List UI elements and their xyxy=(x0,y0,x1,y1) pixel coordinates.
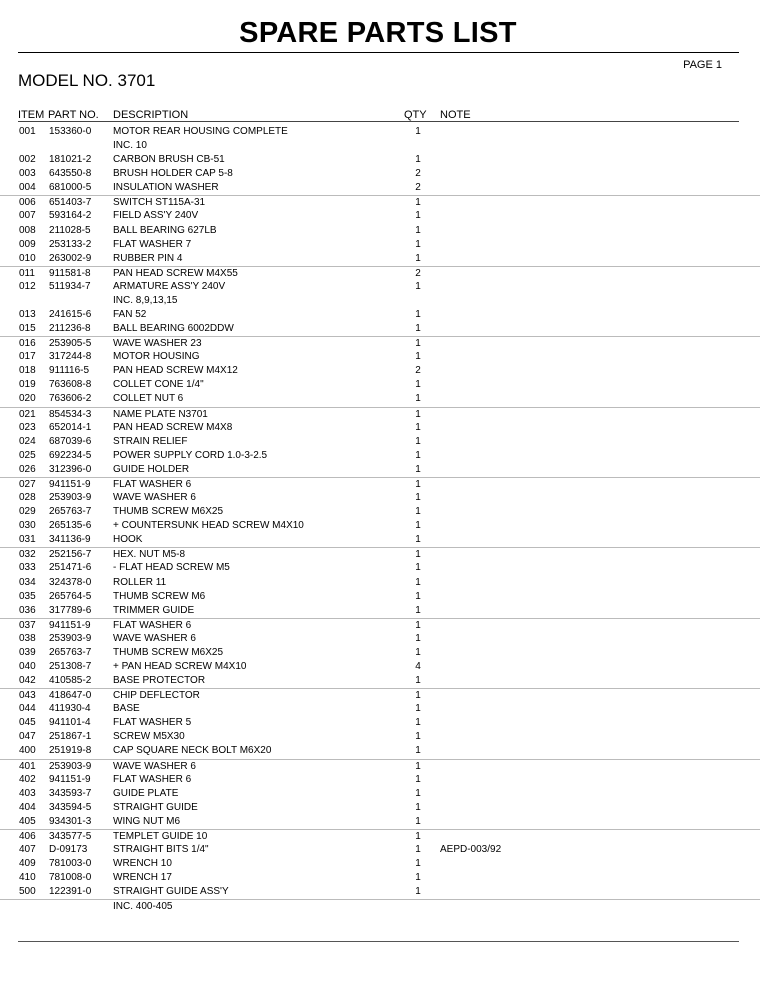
description: WAVE WASHER 23 xyxy=(113,338,202,350)
part-number: 211236-8 xyxy=(49,323,91,335)
column-header-note: NOTE xyxy=(440,109,471,121)
part-number: 324378-0 xyxy=(49,576,92,588)
part-number: 941101-4 xyxy=(49,717,91,729)
quantity: 1 xyxy=(415,886,421,898)
item-number: 008 xyxy=(19,224,36,236)
description: WRENCH 17 xyxy=(113,872,172,884)
description: FLAT WASHER 6 xyxy=(113,619,192,631)
table-row xyxy=(0,632,760,646)
item-number: 040 xyxy=(19,660,36,672)
description: TRIMMER GUIDE xyxy=(113,604,195,616)
quantity: 1 xyxy=(415,690,421,702)
table-row xyxy=(0,674,760,688)
part-number: 418647-0 xyxy=(49,690,92,702)
description: FIELD ASS'Y 240V xyxy=(113,210,199,222)
table-row xyxy=(0,646,760,660)
part-number: D-09173 xyxy=(49,843,88,855)
item-number: 013 xyxy=(19,309,36,321)
description: WRENCH 10 xyxy=(113,858,172,870)
table-row xyxy=(0,463,760,477)
part-number: 911581-8 xyxy=(49,267,91,279)
quantity: 1 xyxy=(415,478,421,490)
description: FAN 52 xyxy=(113,309,147,321)
description: WAVE WASHER 6 xyxy=(113,760,196,772)
part-number: 251308-7 xyxy=(49,660,92,672)
description: INC. 400-405 xyxy=(113,901,173,913)
table-row xyxy=(0,181,760,195)
item-number: 406 xyxy=(19,830,36,842)
part-number: 265764-5 xyxy=(49,590,92,602)
item-number: 012 xyxy=(19,280,36,292)
quantity: 1 xyxy=(415,126,421,137)
quantity: 2 xyxy=(415,182,421,194)
part-number: 854534-3 xyxy=(49,408,92,420)
quantity: 1 xyxy=(415,576,421,588)
item-number: 007 xyxy=(19,210,36,222)
item-number: 042 xyxy=(19,675,36,687)
part-number: 643550-8 xyxy=(49,168,92,180)
description: CHIP DEFLECTOR xyxy=(113,690,200,702)
description: TEMPLET GUIDE 10 xyxy=(113,830,208,842)
table-row xyxy=(0,125,760,139)
table-row xyxy=(0,491,760,505)
part-number: 343594-5 xyxy=(49,801,92,813)
column-header-qty: QTY xyxy=(404,109,427,121)
part-number: 265135-6 xyxy=(49,520,92,532)
part-number: 652014-1 xyxy=(49,421,92,433)
item-number: 002 xyxy=(19,154,36,166)
quantity: 1 xyxy=(415,408,421,420)
description: THUMB SCREW M6 xyxy=(113,590,206,602)
item-number: 009 xyxy=(19,238,36,250)
description: STRAIGHT BITS 1/4" xyxy=(113,843,209,855)
part-number: 251867-1 xyxy=(49,731,92,743)
quantity: 1 xyxy=(415,717,421,729)
table-row xyxy=(0,238,760,252)
item-number: 036 xyxy=(19,604,36,616)
table-row xyxy=(0,195,760,209)
part-number: 317244-8 xyxy=(49,351,92,363)
description: SWITCH ST115A-31 xyxy=(113,197,206,209)
table-row xyxy=(0,139,760,153)
table-row xyxy=(0,759,760,773)
table-row xyxy=(0,266,760,280)
description: POWER SUPPLY CORD 1.0-3-2.5 xyxy=(113,449,268,461)
description: + PAN HEAD SCREW M4X10 xyxy=(113,660,247,672)
table-row xyxy=(0,561,760,575)
description: FLAT WASHER 7 xyxy=(113,238,192,250)
item-number: 010 xyxy=(19,252,36,264)
quantity: 2 xyxy=(415,168,421,180)
description: STRAIGHT GUIDE xyxy=(113,801,198,813)
item-number: 037 xyxy=(19,619,36,631)
quantity: 1 xyxy=(415,843,421,855)
quantity: 1 xyxy=(415,675,421,687)
quantity: 1 xyxy=(415,309,421,321)
quantity: 1 xyxy=(415,154,421,166)
part-number: 252156-7 xyxy=(49,549,92,561)
item-number: 044 xyxy=(19,703,36,715)
description: HEX. NUT M5-8 xyxy=(113,549,186,561)
table-row xyxy=(0,590,760,604)
part-number: 763608-8 xyxy=(49,379,92,391)
description: FLAT WASHER 5 xyxy=(113,717,192,729)
table-row xyxy=(0,435,760,449)
table-row xyxy=(0,280,760,294)
item-number: 400 xyxy=(19,745,36,757)
part-number: 211028-5 xyxy=(49,224,91,236)
table-row xyxy=(0,744,760,758)
description: BALL BEARING 627LB xyxy=(113,224,217,236)
model-number: MODEL NO. 3701 xyxy=(18,71,156,90)
quantity: 1 xyxy=(415,632,421,644)
column-header-part-no: PART NO. xyxy=(48,109,99,121)
description: FLAT WASHER 6 xyxy=(113,773,192,785)
description: CARBON BRUSH CB-51 xyxy=(113,154,225,166)
description: WAVE WASHER 6 xyxy=(113,492,196,504)
quantity: 1 xyxy=(415,731,421,743)
table-row xyxy=(0,378,760,392)
description: HOOK xyxy=(113,534,143,546)
quantity: 1 xyxy=(415,435,421,447)
table-row xyxy=(0,547,760,561)
item-number: 003 xyxy=(19,168,36,180)
item-number: 028 xyxy=(19,492,36,504)
description: STRAIN RELIEF xyxy=(113,435,188,447)
quantity: 1 xyxy=(415,224,421,236)
quantity: 1 xyxy=(415,197,421,209)
part-number: 253903-9 xyxy=(49,760,92,772)
table-row xyxy=(0,885,760,899)
table-row xyxy=(0,773,760,787)
description: WING NUT M6 xyxy=(113,815,181,827)
description: ROLLER 11 xyxy=(113,576,167,588)
description: PAN HEAD SCREW M4X8 xyxy=(113,421,233,433)
part-number: 263002-9 xyxy=(49,252,92,264)
part-number: 253903-9 xyxy=(49,632,92,644)
description: + COUNTERSUNK HEAD SCREW M4X10 xyxy=(113,520,304,532)
quantity: 1 xyxy=(415,760,421,772)
description: RUBBER PIN 4 xyxy=(113,252,183,264)
item-number: 004 xyxy=(19,182,36,194)
table-row xyxy=(0,519,760,533)
quantity: 1 xyxy=(415,534,421,546)
part-number: 253905-5 xyxy=(49,338,92,350)
table-row xyxy=(0,857,760,871)
table-row xyxy=(0,224,760,238)
table-row xyxy=(0,209,760,223)
part-number: 681000-5 xyxy=(49,182,92,194)
description: SCREW M5X30 xyxy=(113,731,185,743)
part-number: 411930-4 xyxy=(49,703,91,715)
table-row xyxy=(0,350,760,364)
part-number: 251471-6 xyxy=(49,562,92,574)
part-number: 763606-2 xyxy=(49,393,92,405)
quantity: 1 xyxy=(415,338,421,350)
part-number: 511934-7 xyxy=(49,280,91,292)
part-number: 265763-7 xyxy=(49,646,92,658)
description: STRAIGHT GUIDE ASS'Y xyxy=(113,886,229,898)
quantity: 1 xyxy=(415,252,421,264)
part-number: 241615-6 xyxy=(49,309,92,321)
description: BALL BEARING 6002DDW xyxy=(113,323,234,335)
quantity: 1 xyxy=(415,619,421,631)
table-row xyxy=(0,730,760,744)
table-row xyxy=(0,533,760,547)
quantity: 1 xyxy=(415,773,421,785)
quantity: 1 xyxy=(415,549,421,561)
quantity: 1 xyxy=(415,210,421,222)
item-number: 017 xyxy=(19,351,36,363)
item-number: 016 xyxy=(19,338,36,350)
quantity: 1 xyxy=(415,463,421,475)
part-number: 911116-5 xyxy=(49,365,90,377)
item-number: 405 xyxy=(19,815,36,827)
table-row xyxy=(0,688,760,702)
description: COLLET NUT 6 xyxy=(113,393,184,405)
item-number: 401 xyxy=(19,760,36,772)
table-row xyxy=(0,294,760,308)
part-number: 181021-2 xyxy=(49,154,92,166)
table-row xyxy=(0,167,760,181)
item-number: 025 xyxy=(19,449,36,461)
table-row xyxy=(0,308,760,322)
description: MOTOR HOUSING xyxy=(113,351,200,363)
quantity: 1 xyxy=(415,449,421,461)
table-row xyxy=(0,702,760,716)
table-row xyxy=(0,421,760,435)
description: CAP SQUARE NECK BOLT M6X20 xyxy=(113,745,272,757)
quantity: 1 xyxy=(415,351,421,363)
quantity: 1 xyxy=(415,238,421,250)
quantity: 1 xyxy=(415,604,421,616)
item-number: 024 xyxy=(19,435,36,447)
part-number: 410585-2 xyxy=(49,675,92,687)
header-rule xyxy=(18,121,739,122)
item-number: 033 xyxy=(19,562,36,574)
item-number: 021 xyxy=(19,408,36,420)
description: BASE xyxy=(113,703,140,715)
item-number: 043 xyxy=(19,690,36,702)
quantity: 1 xyxy=(415,703,421,715)
table-row xyxy=(0,252,760,266)
table-row xyxy=(0,505,760,519)
part-number: 687039-6 xyxy=(49,435,92,447)
part-number: 122391-0 xyxy=(49,886,92,898)
description: - FLAT HEAD SCREW M5 xyxy=(113,562,230,574)
quantity: 1 xyxy=(415,787,421,799)
quantity: 1 xyxy=(415,280,421,292)
table-row xyxy=(0,407,760,421)
description: INC. 10 xyxy=(113,140,147,152)
table-row xyxy=(0,660,760,674)
item-number: 027 xyxy=(19,478,36,490)
description: THUMB SCREW M6X25 xyxy=(113,646,224,658)
column-header-item: ITEM xyxy=(18,109,45,121)
note: AEPD-003/92 xyxy=(440,843,502,855)
description: ARMATURE ASS'Y 240V xyxy=(113,280,226,292)
description: THUMB SCREW M6X25 xyxy=(113,506,224,518)
item-number: 015 xyxy=(19,323,36,335)
description: BASE PROTECTOR xyxy=(113,675,206,687)
document-title: SPARE PARTS LIST xyxy=(239,17,517,49)
part-number: 651403-7 xyxy=(49,197,92,209)
item-number: 026 xyxy=(19,463,36,475)
description: COLLET CONE 1/4" xyxy=(113,379,204,391)
part-number: 253133-2 xyxy=(49,238,92,250)
part-number: 312396-0 xyxy=(49,463,92,475)
description: MOTOR REAR HOUSING COMPLETE xyxy=(113,126,288,137)
quantity: 1 xyxy=(415,393,421,405)
item-number: 032 xyxy=(19,549,36,561)
quantity: 1 xyxy=(415,506,421,518)
table-row xyxy=(0,336,760,350)
quantity: 4 xyxy=(415,660,421,672)
item-number: 035 xyxy=(19,590,36,602)
table-row xyxy=(0,815,760,829)
part-number: 153360-0 xyxy=(49,126,92,137)
page-number: PAGE 1 xyxy=(683,59,722,71)
quantity: 1 xyxy=(415,801,421,813)
part-number: 934301-3 xyxy=(49,815,92,827)
part-number: 692234-5 xyxy=(49,449,92,461)
item-number: 047 xyxy=(19,731,36,743)
table-row xyxy=(0,829,760,843)
quantity: 1 xyxy=(415,323,421,335)
item-number: 006 xyxy=(19,197,36,209)
description: INC. 8,9,13,15 xyxy=(113,294,178,306)
item-number: 409 xyxy=(19,858,36,870)
part-number: 265763-7 xyxy=(49,506,92,518)
part-number: 253903-9 xyxy=(49,492,92,504)
part-number: 941151-9 xyxy=(49,773,91,785)
item-number: 402 xyxy=(19,773,36,785)
table-row xyxy=(0,392,760,406)
description: FLAT WASHER 6 xyxy=(113,478,192,490)
description: NAME PLATE N3701 xyxy=(113,408,208,420)
part-number: 941151-9 xyxy=(49,478,91,490)
part-number: 343593-7 xyxy=(49,787,92,799)
part-number: 593164-2 xyxy=(49,210,92,222)
quantity: 1 xyxy=(415,492,421,504)
item-number: 029 xyxy=(19,506,36,518)
item-number: 018 xyxy=(19,365,36,377)
description: WAVE WASHER 6 xyxy=(113,632,196,644)
item-number: 410 xyxy=(19,872,36,884)
part-number: 781008-0 xyxy=(49,872,92,884)
part-number: 343577-5 xyxy=(49,830,92,842)
table-row xyxy=(0,153,760,167)
item-number: 038 xyxy=(19,632,36,644)
table-row xyxy=(0,322,760,336)
column-header-description: DESCRIPTION xyxy=(113,109,189,121)
table-row xyxy=(0,899,760,913)
table-row xyxy=(0,801,760,815)
bottom-rule xyxy=(18,941,739,942)
item-number: 045 xyxy=(19,717,36,729)
table-row xyxy=(0,618,760,632)
quantity: 1 xyxy=(415,815,421,827)
table-row xyxy=(0,477,760,491)
quantity: 1 xyxy=(415,830,421,842)
title-rule xyxy=(18,52,739,53)
description: GUIDE HOLDER xyxy=(113,463,190,475)
part-number: 781003-0 xyxy=(49,858,92,870)
quantity: 1 xyxy=(415,379,421,391)
quantity: 2 xyxy=(415,267,421,279)
item-number: 031 xyxy=(19,534,36,546)
item-number: 404 xyxy=(19,801,36,813)
description: BRUSH HOLDER CAP 5-8 xyxy=(113,168,233,180)
item-number: 034 xyxy=(19,576,36,588)
quantity: 2 xyxy=(415,365,421,377)
quantity: 1 xyxy=(415,590,421,602)
table-row xyxy=(0,716,760,730)
part-number: 317789-6 xyxy=(49,604,92,616)
part-number: 941151-9 xyxy=(49,619,91,631)
table-row xyxy=(0,843,760,857)
table-row xyxy=(0,364,760,378)
quantity: 1 xyxy=(415,520,421,532)
item-number: 020 xyxy=(19,393,36,405)
table-row xyxy=(0,787,760,801)
quantity: 1 xyxy=(415,858,421,870)
quantity: 1 xyxy=(415,421,421,433)
item-number: 001 xyxy=(19,126,36,137)
description: PAN HEAD SCREW M4X12 xyxy=(113,365,238,377)
item-number: 403 xyxy=(19,787,36,799)
item-number: 500 xyxy=(19,886,36,898)
description: GUIDE PLATE xyxy=(113,787,179,799)
description: INSULATION WASHER xyxy=(113,182,219,194)
description: PAN HEAD SCREW M4X55 xyxy=(113,267,238,279)
part-number: 251919-8 xyxy=(49,745,92,757)
quantity: 1 xyxy=(415,562,421,574)
table-row xyxy=(0,871,760,885)
part-number: 341136-9 xyxy=(49,534,91,546)
quantity: 1 xyxy=(415,872,421,884)
table-row xyxy=(0,604,760,618)
item-number: 039 xyxy=(19,646,36,658)
item-number: 019 xyxy=(19,379,36,391)
table-row xyxy=(0,576,760,590)
item-number: 011 xyxy=(19,267,35,279)
item-number: 030 xyxy=(19,520,36,532)
parts-table xyxy=(0,125,760,913)
item-number: 407 xyxy=(19,843,36,855)
item-number: 023 xyxy=(19,421,36,433)
table-row xyxy=(0,449,760,463)
quantity: 1 xyxy=(415,646,421,658)
quantity: 1 xyxy=(415,745,421,757)
